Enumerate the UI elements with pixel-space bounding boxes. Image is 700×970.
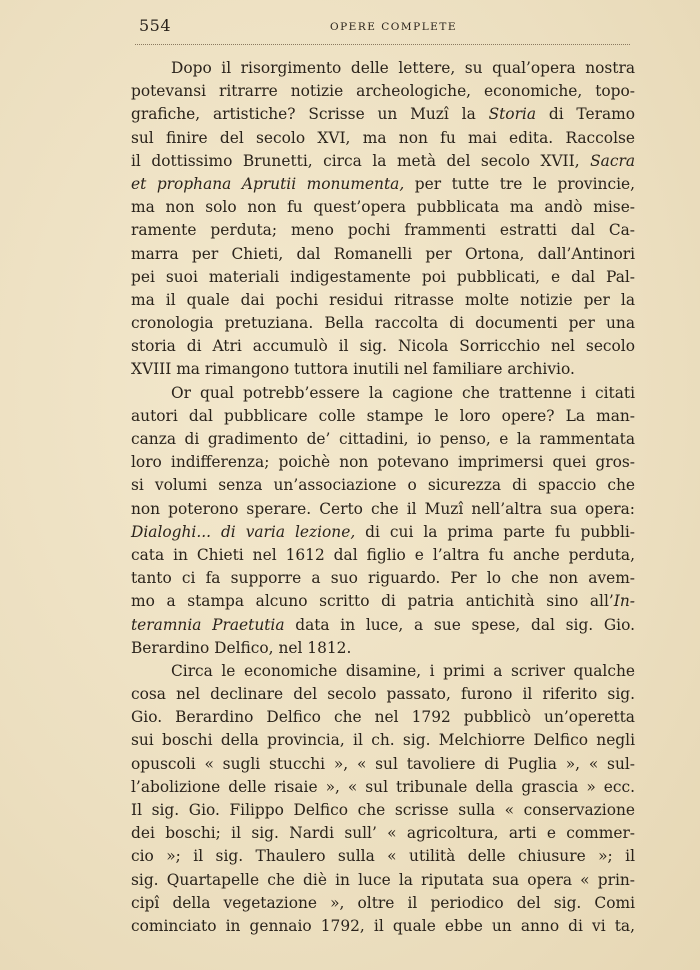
text-line [131,289,635,312]
italic-text-run: et prophana Aprutii monumenta, [131,174,405,193]
text-run: si volumi senza un’associazione o sicurezza di spaccio che [131,476,635,495]
text-line [131,127,635,150]
text-line [131,590,635,613]
text-line [131,173,635,196]
italic-text-run: Dialoghi... di varia lezione, [131,522,356,541]
text-line [131,103,635,126]
text-line [131,474,635,497]
text-run: di Teramo [536,105,636,124]
text-run: mo a stampa alcuno scritto di patria antichità sino all’ [131,592,614,611]
text-run: cronologia pretuziana. Bella raccolta di documenti per una [131,314,635,333]
text-run: sui boschi della provincia, il ch. sig. Melchiorre Delfico negli [131,731,635,750]
text-run: cipî della vegetazione », oltre il periodico del sig. Comi [131,893,635,912]
text-run: potevansi ritrarre notizie archeologiche, economiche, topo- [131,82,635,101]
text-run: cosa nel declinare del secolo passato, furono il riferito sig. [131,685,635,704]
text-line [131,358,635,381]
text-line [131,544,635,567]
text-run: ramente perduta; meno pochi frammenti estratti dal Ca- [131,221,635,240]
text-run: Dopo il risorgimento delle lettere, su qual’opera nostra [171,59,635,77]
text-line [131,150,635,173]
text-line [131,243,635,266]
text-run: Berardino Delfico, nel 1812. [131,638,352,657]
text-line [131,382,635,405]
text-run: Il sig. Gio. Filippo Delfico che scrisse sulla « conservazione [131,801,635,819]
text-run: pei suoi materiali indigestamente poi pubblicati, e dal Pal- [131,267,635,286]
text-run: il dottissimo Brunetti, circa la metà del secolo XVII, [131,151,591,170]
text-line [131,312,635,335]
text-line [131,196,635,219]
text-line [131,266,635,289]
text-run: canza di gradimento de’ cittadini, io penso, e la rammentata [131,430,635,448]
text-run: cominciato in gennaio 1792, il quale ebbe un anno di vi ta, [131,916,635,935]
italic-text-run: In- [613,592,635,611]
text-run: grafiche, artistiche? Scrisse un Muzî la [131,105,489,124]
text-line [131,892,635,915]
text-run: dei boschi; il sig. Nardi sull’ « agricoltura, arti e commer- [131,824,635,843]
text-run: marra per Chieti, dal Romanelli per Ortona, dall’Antinori [131,244,635,263]
text-run: storia di Atri accumulò il sig. Nicola Sorricchio nel secolo [131,337,635,356]
italic-text-run: teramnia Praetutia [131,615,285,634]
text-run: sig. Quartapelle che diè in luce la riputata sua opera « prin- [131,870,635,889]
text-run: Or qual potrebb’essere la cagione che trattenne i citati [171,383,635,402]
text-run: non poterono sperare. Certo che il Muzî nell’altra sua opera: [131,499,635,518]
text-line [131,567,635,590]
text-run: sul finire del secolo XVI, ma non fu mai edita. Raccolse [131,128,635,147]
italic-text-run: Sacra [590,151,635,170]
text-run: Circa le economiche disamine, i primi a scriver qualche [171,661,635,680]
text-run: loro indifferenza; poichè non potevano imprimersi quei gros- [131,453,635,472]
text-line [131,498,635,521]
text-line [131,753,635,776]
text-run: Gio. Berardino Delfico che nel 1792 pubblicò un’operetta [131,708,635,727]
text-line [131,776,635,799]
text-line [131,80,635,103]
text-line [131,845,635,868]
text-run: XVIII ma rimangono tuttora inutili nel familiare archivio. [131,360,575,379]
body-text [131,57,635,938]
page-number: 554 [139,16,172,35]
text-run: autori dal pubblicare colle stampe le loro opere? La man- [131,406,635,425]
text-line [131,614,635,637]
text-line [131,521,635,544]
text-line [131,799,635,822]
page-header [135,16,630,45]
running-head: OPERE COMPLETE [330,21,458,33]
text-line [131,637,635,660]
text-run: cio »; il sig. Thaulero sulla « utilità delle chiusure »; il [131,847,635,866]
text-run: ma il quale dai pochi residui ritrasse molte notizie per la [131,290,635,309]
text-line [131,869,635,892]
text-line [131,57,635,80]
text-run: per tutte tre le provincie, [404,174,635,193]
text-line [131,660,635,683]
text-line [131,428,635,451]
text-line [131,822,635,845]
text-run: l’abolizione delle risaie », « sul tribunale della grascia » ecc. [131,777,635,796]
text-line [131,219,635,242]
text-line [131,729,635,752]
text-line [131,683,635,706]
text-run: cata in Chieti nel 1612 dal figlio e l’altra fu anche perduta, [131,545,635,564]
text-line [131,706,635,729]
text-run: di cui la prima parte fu pubbli- [355,522,635,541]
text-line [131,335,635,358]
text-run: data in luce, a sue spese, dal sig. Gio. [284,615,635,634]
italic-text-run: Storia [488,105,537,124]
text-line [131,451,635,474]
text-run: tanto ci fa supporre a suo riguardo. Per lo che non avem- [131,569,635,588]
text-run: opuscoli « sugli stucchi », « sul tavoliere di Puglia », « sul- [131,754,635,773]
text-line [131,915,635,938]
text-line [131,405,635,428]
text-run: ma non solo non fu quest’opera pubblicata ma andò mise- [131,198,635,217]
